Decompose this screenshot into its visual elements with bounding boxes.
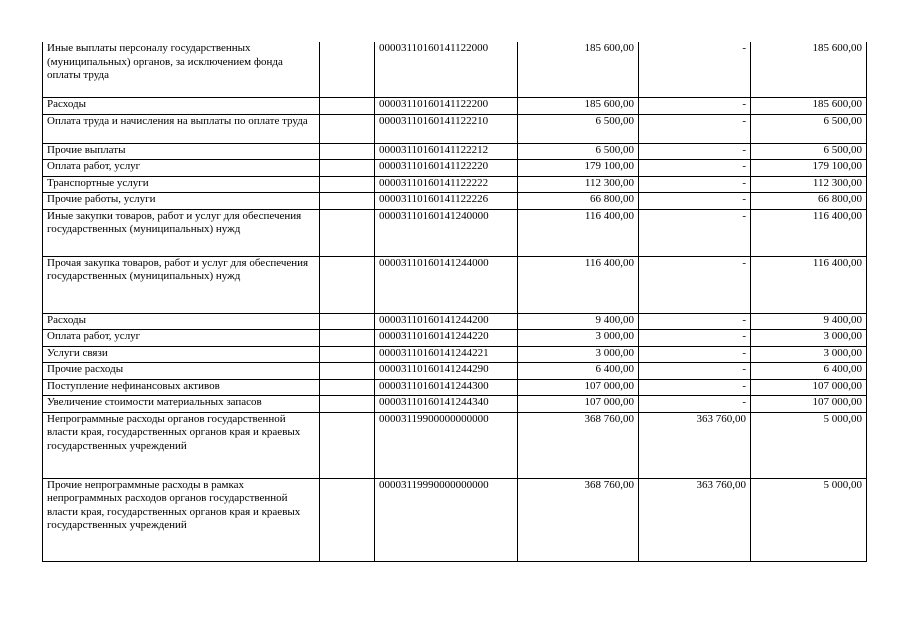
table-row [43, 362, 867, 379]
table-row [43, 256, 867, 313]
row-code: 00003110160141122000 [375, 42, 518, 97]
row-plan: 9 400,00 [518, 313, 639, 329]
row-plan: 66 800,00 [518, 192, 639, 209]
row-blank-cell [320, 256, 375, 313]
row-executed: - [639, 313, 751, 329]
row-plan: 6 500,00 [518, 143, 639, 159]
row-blank-cell [320, 42, 375, 97]
table-row [43, 412, 867, 478]
row-remaining: 107 000,00 [751, 395, 867, 412]
row-executed: - [639, 42, 751, 97]
row-executed: - [639, 362, 751, 379]
row-name: Прочая закупка товаров, работ и услуг для обеспечения государственных (муниципальных) нужд [43, 256, 320, 313]
row-code: 00003110160141122200 [375, 97, 518, 114]
row-code: 00003110160141244000 [375, 256, 518, 313]
row-executed: - [639, 329, 751, 346]
row-blank-cell [320, 346, 375, 362]
row-code: 00003110160141122210 [375, 114, 518, 143]
row-name: Прочие выплаты [43, 143, 320, 159]
row-executed: - [639, 143, 751, 159]
table-row [43, 97, 867, 114]
table-row [43, 395, 867, 412]
row-remaining: 116 400,00 [751, 209, 867, 256]
row-plan: 3 000,00 [518, 329, 639, 346]
row-executed: - [639, 209, 751, 256]
row-name: Расходы [43, 313, 320, 329]
row-executed: - [639, 114, 751, 143]
row-executed: 363 760,00 [639, 412, 751, 478]
row-remaining: 6 400,00 [751, 362, 867, 379]
table-row [43, 143, 867, 159]
row-plan: 6 400,00 [518, 362, 639, 379]
row-code: 00003119900000000000 [375, 412, 518, 478]
table-row [43, 209, 867, 256]
row-blank-cell [320, 379, 375, 395]
row-blank-cell [320, 143, 375, 159]
row-plan: 112 300,00 [518, 176, 639, 192]
table-row [43, 478, 867, 561]
table-row [43, 42, 867, 97]
table-row [43, 192, 867, 209]
row-blank-cell [320, 209, 375, 256]
row-executed: - [639, 379, 751, 395]
row-code: 00003110160141244340 [375, 395, 518, 412]
row-remaining: 116 400,00 [751, 256, 867, 313]
row-plan: 368 760,00 [518, 412, 639, 478]
row-remaining: 6 500,00 [751, 143, 867, 159]
row-code: 00003110160141122226 [375, 192, 518, 209]
row-plan: 107 000,00 [518, 395, 639, 412]
row-code: 00003110160141244290 [375, 362, 518, 379]
row-remaining: 9 400,00 [751, 313, 867, 329]
row-executed: - [639, 192, 751, 209]
row-name: Услуги связи [43, 346, 320, 362]
row-blank-cell [320, 114, 375, 143]
row-code: 00003110160141244220 [375, 329, 518, 346]
row-blank-cell [320, 395, 375, 412]
row-blank-cell [320, 412, 375, 478]
row-executed: - [639, 176, 751, 192]
row-plan: 116 400,00 [518, 256, 639, 313]
row-name: Оплата труда и начисления на выплаты по оплате труда [43, 114, 320, 143]
row-name: Оплата работ, услуг [43, 329, 320, 346]
row-executed: - [639, 395, 751, 412]
table-row [43, 346, 867, 362]
row-remaining: 112 300,00 [751, 176, 867, 192]
row-code: 00003119990000000000 [375, 478, 518, 561]
row-remaining: 3 000,00 [751, 346, 867, 362]
row-name: Увеличение стоимости материальных запасов [43, 395, 320, 412]
row-remaining: 185 600,00 [751, 97, 867, 114]
row-plan: 185 600,00 [518, 97, 639, 114]
row-plan: 368 760,00 [518, 478, 639, 561]
row-remaining: 6 500,00 [751, 114, 867, 143]
table-body [43, 42, 867, 561]
row-blank-cell [320, 176, 375, 192]
row-blank-cell [320, 478, 375, 561]
row-name: Непрограммные расходы органов государственной власти края, государственных органов края и краевых государственных учреждений [43, 412, 320, 478]
row-name: Расходы [43, 97, 320, 114]
row-plan: 3 000,00 [518, 346, 639, 362]
row-executed: 363 760,00 [639, 478, 751, 561]
row-remaining: 179 100,00 [751, 159, 867, 176]
row-remaining: 185 600,00 [751, 42, 867, 97]
row-executed: - [639, 346, 751, 362]
row-plan: 185 600,00 [518, 42, 639, 97]
row-blank-cell [320, 313, 375, 329]
row-code: 00003110160141122220 [375, 159, 518, 176]
row-code: 00003110160141244200 [375, 313, 518, 329]
row-blank-cell [320, 159, 375, 176]
row-name: Поступление нефинансовых активов [43, 379, 320, 395]
row-plan: 6 500,00 [518, 114, 639, 143]
row-code: 00003110160141122222 [375, 176, 518, 192]
row-executed: - [639, 256, 751, 313]
row-executed: - [639, 97, 751, 114]
row-remaining: 5 000,00 [751, 478, 867, 561]
table-row [43, 176, 867, 192]
table-row [43, 114, 867, 143]
budget-execution-table [42, 42, 867, 562]
row-remaining: 3 000,00 [751, 329, 867, 346]
row-name: Транспортные услуги [43, 176, 320, 192]
row-name: Прочие расходы [43, 362, 320, 379]
document-page [42, 42, 867, 562]
table-row [43, 379, 867, 395]
row-blank-cell [320, 362, 375, 379]
table-row [43, 159, 867, 176]
row-name: Прочие непрограммные расходы в рамках непрограммных расходов органов государственной власти края, государственных органов края и краевых государственных учреждений [43, 478, 320, 561]
table-row [43, 329, 867, 346]
row-plan: 116 400,00 [518, 209, 639, 256]
row-plan: 107 000,00 [518, 379, 639, 395]
row-blank-cell [320, 329, 375, 346]
row-blank-cell [320, 192, 375, 209]
row-executed: - [639, 159, 751, 176]
row-code: 00003110160141122212 [375, 143, 518, 159]
row-remaining: 66 800,00 [751, 192, 867, 209]
row-code: 00003110160141240000 [375, 209, 518, 256]
row-plan: 179 100,00 [518, 159, 639, 176]
row-name: Иные выплаты персоналу государственных (муниципальных) органов, за исключением фонда оплаты труда [43, 42, 320, 97]
row-name: Иные закупки товаров, работ и услуг для обеспечения государственных (муниципальных) нужд [43, 209, 320, 256]
row-code: 00003110160141244300 [375, 379, 518, 395]
table-row [43, 313, 867, 329]
row-code: 00003110160141244221 [375, 346, 518, 362]
row-remaining: 107 000,00 [751, 379, 867, 395]
row-name: Оплата работ, услуг [43, 159, 320, 176]
row-name: Прочие работы, услуги [43, 192, 320, 209]
row-blank-cell [320, 97, 375, 114]
row-remaining: 5 000,00 [751, 412, 867, 478]
